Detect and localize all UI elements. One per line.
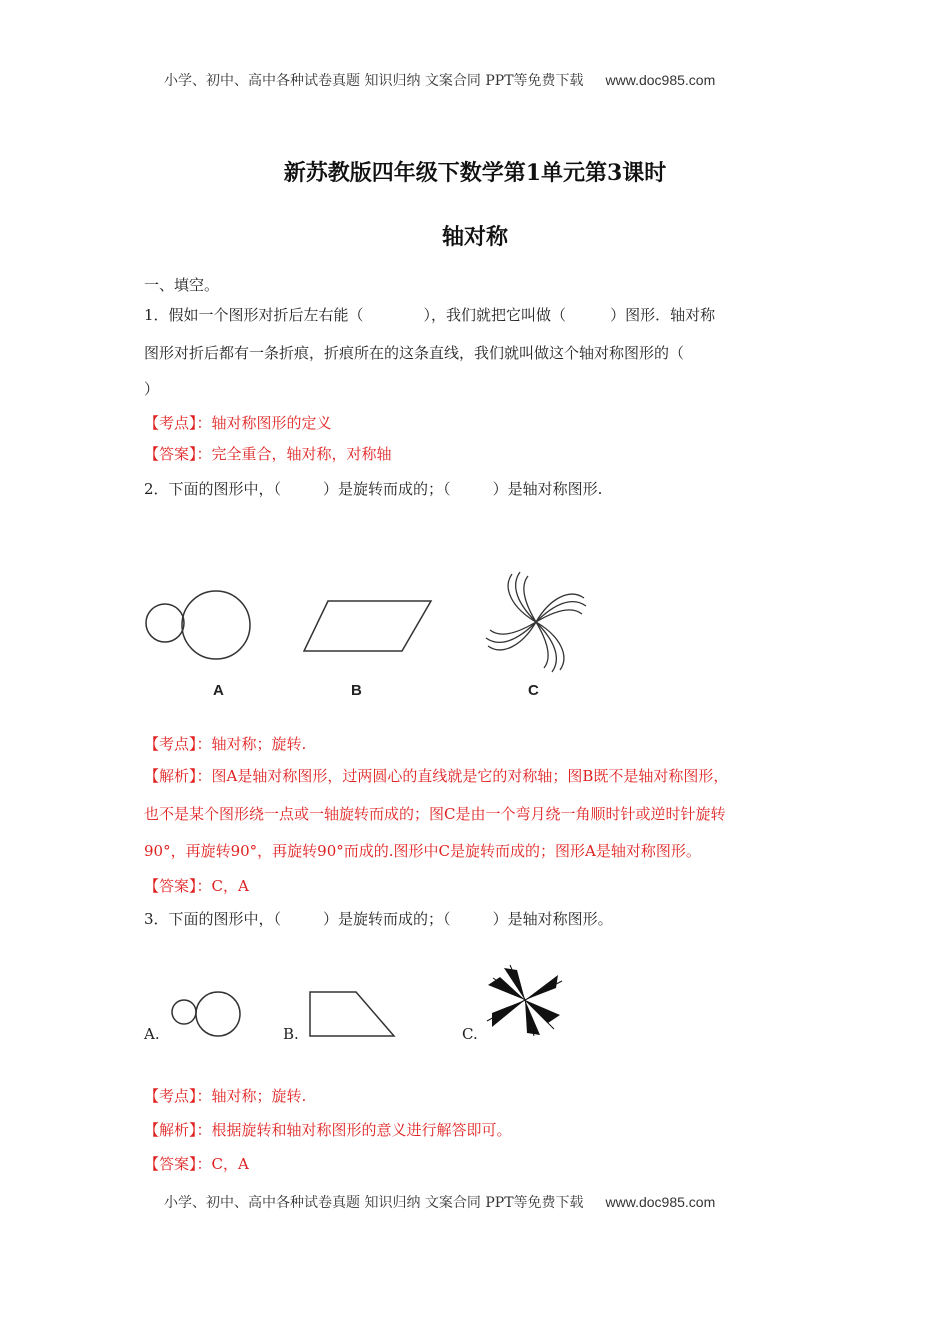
q2-line (144, 478, 602, 499)
q3-figure-c-pinwheel (484, 963, 566, 1037)
kaodian-text: 轴对称；旋转. (211, 1087, 307, 1105)
q3-jiexi (144, 1119, 512, 1140)
kaodian-text: 轴对称图形的定义 (211, 414, 332, 432)
q2-text-a: 2．下面的图形中，（ (144, 480, 282, 498)
q3-answer (144, 1153, 249, 1174)
answer-label: 【答案】： (144, 1155, 212, 1173)
page-subtitle: 轴对称 (441, 224, 508, 250)
jiexi-text: 图A是轴对称图形，过两圆心的直线就是它的对称轴；图B既不是轴对称图形， (211, 767, 729, 785)
footer-site-link[interactable]: www.doc985.com (605, 1194, 716, 1210)
answer-text: 完全重合，轴对称，对称轴 (211, 445, 392, 463)
q3-figure-b-trapezoid (304, 988, 400, 1040)
q2-figure-b-parallelogram (298, 595, 438, 655)
q2-kaodian (144, 733, 306, 754)
q3-label-a: A. (144, 1025, 160, 1043)
q2-answer (144, 875, 249, 896)
q1-kaodian (144, 412, 332, 433)
section-heading: 一、填空。 (144, 276, 220, 294)
kaodian-label: 【考点】： (144, 1087, 212, 1105)
jiexi-text: 根据旋转和轴对称图形的意义进行解答即可。 (211, 1121, 512, 1139)
q2-text-b: ）是旋转而成的；（ (323, 480, 451, 498)
footer-text: 小学、初中、高中各种试卷真题 知识归纳 文案合同 PPT等免费下载 (164, 1195, 584, 1211)
q2-label-b: B (351, 682, 362, 699)
q2-figure-c-rotated-crescents (482, 568, 594, 676)
q2-jiexi-line3: 90°，再旋转90°，再旋转90°而成的.图形中C是旋转而成的；图形A是轴对称图形。 (144, 842, 701, 860)
q1-line2: 图形对折后都有一条折痕，折痕所在的这条直线，我们就叫做这个轴对称图形的（ (144, 344, 685, 362)
answer-label: 【答案】： (144, 445, 212, 463)
answer-text: C，A (211, 1155, 249, 1173)
page-title: 新苏教版四年级下数学第1单元第3课时 (283, 160, 667, 186)
q3-line (144, 908, 613, 929)
q1-line1 (144, 304, 715, 325)
q3-kaodian (144, 1085, 306, 1106)
page-header (164, 70, 715, 90)
q1-line3: ） (144, 380, 160, 398)
page-footer (164, 1192, 715, 1212)
q3-figure-a-circles (168, 990, 248, 1040)
q3-label-b: B. (283, 1025, 299, 1043)
q3-text-a: 3．下面的图形中，（ (144, 910, 282, 928)
q2-label-a: A (213, 682, 224, 699)
q2-text-c: ）是轴对称图形. (492, 480, 603, 498)
kaodian-label: 【考点】： (144, 735, 212, 753)
kaodian-label: 【考点】： (144, 414, 212, 432)
q1-text-c: ）图形．轴对称 (610, 306, 716, 324)
q1-answer (144, 443, 392, 464)
q3-text-b: ）是旋转而成的；（ (323, 910, 451, 928)
header-site-link[interactable]: www.doc985.com (605, 72, 716, 88)
jiexi-label: 【解析】： (144, 1121, 212, 1139)
q1-text-b: ），我们就把它叫做（ (423, 306, 567, 324)
q3-text-c: ）是轴对称图形。 (492, 910, 613, 928)
kaodian-text: 轴对称；旋转. (211, 735, 307, 753)
answer-label: 【答案】： (144, 877, 212, 895)
q2-figure-a-circles (140, 585, 260, 665)
jiexi-label: 【解析】： (144, 767, 212, 785)
q1-text-a: 1．假如一个图形对折后左右能（ (144, 306, 364, 324)
header-text: 小学、初中、高中各种试卷真题 知识归纳 文案合同 PPT等免费下载 (164, 73, 584, 89)
q2-jiexi-line1 (144, 765, 728, 786)
q3-label-c: C. (462, 1025, 478, 1043)
q2-label-c: C (528, 682, 539, 699)
q2-jiexi-line2: 也不是某个图形绕一点或一轴旋转而成的；图C是由一个弯月绕一角顺时针或逆时针旋转 (144, 805, 726, 823)
answer-text: C，A (211, 877, 249, 895)
